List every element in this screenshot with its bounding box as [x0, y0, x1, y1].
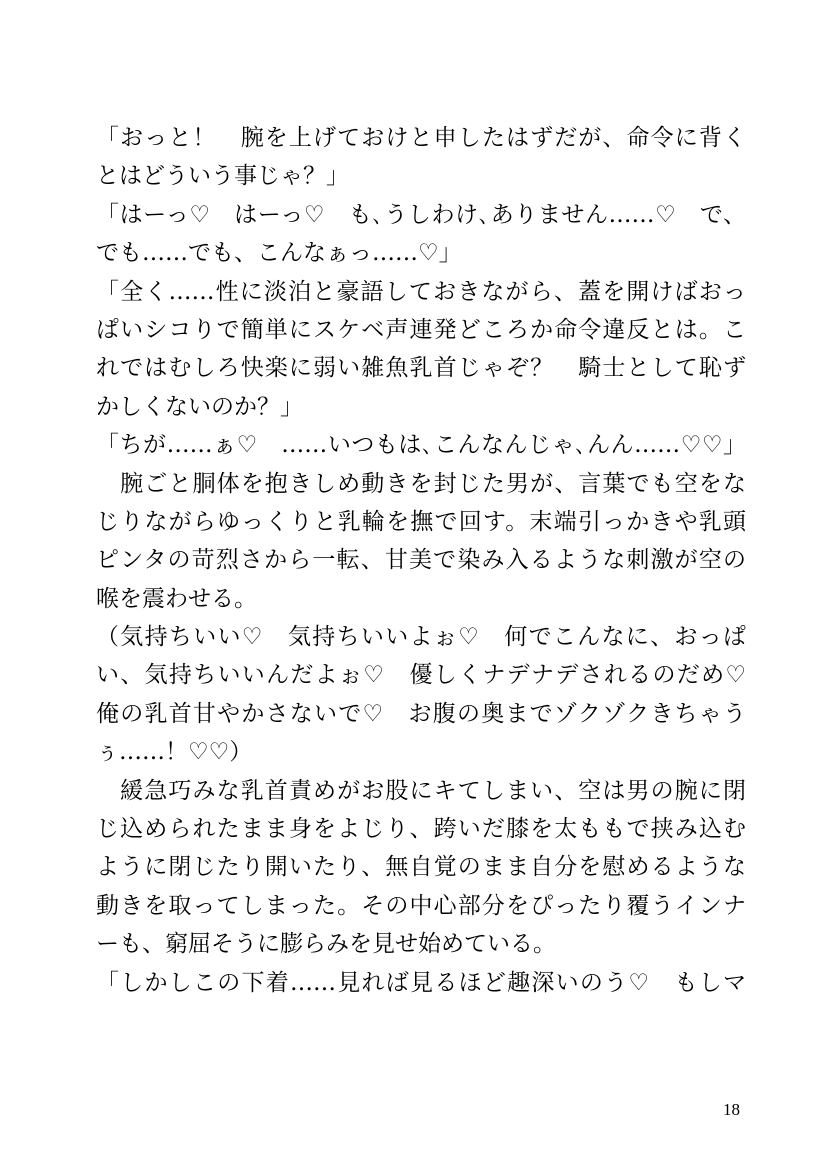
text-line: かしくないのか？」	[96, 393, 303, 420]
text-line: 「おっと！ 腕を上げておけと申したはずだが、命令に背く	[96, 125, 746, 151]
text-line: 俺の乳首甘やかさないで♡ お腹の奥までゾクゾクきちゃう	[96, 700, 746, 727]
text-line: 「しかしこの下着……見れば見るほど趣深いのう♡ もしマ	[96, 969, 746, 996]
text-line: 喉を震わせる。	[96, 585, 257, 612]
text-line: ように閉じたり開いたり、無自覚のまま自分を慰めるような	[96, 854, 746, 881]
text-line: 腕ごと胴体を抱きしめ動きを封じた男が、言葉でも空をな	[96, 470, 746, 497]
text-line: れではむしろ快楽に弱い雑魚乳首じゃぞ？ 騎士として恥ず	[96, 355, 746, 382]
text-line: ぅ……！♡♡）	[96, 739, 253, 766]
text-line: ピンタの苛烈さから一転、甘美で染み入るような刺激が空の	[96, 547, 746, 574]
text-line: （気持ちいい♡ 気持ちいいよぉ♡ 何でこんなに、おっぱ	[96, 624, 746, 651]
text-line: い、気持ちいいんだよぉ♡ 優しくナデナデされるのだめ♡	[96, 662, 746, 689]
text-line: 動きを取ってしまった。その中心部分をぴったり覆うインナ	[96, 892, 746, 919]
text-line: 「全く……性に淡泊と豪語しておきながら、蓋を開けばおっ	[96, 278, 746, 305]
text-line: 「ちが……ぁ♡ ……いつもは､こんなんじゃ､んん……♡♡」	[96, 432, 746, 459]
page-number: 18	[723, 1100, 740, 1119]
text-line: 緩急巧みな乳首責めがお股にキてしまい、空は男の腕に閉	[96, 777, 746, 804]
text-line: ーも、窮屈そうに膨らみを見せ始めている。	[96, 931, 556, 958]
text-line: ぱいシコりで簡単にスケベ声連発どころか命令違反とは。こ	[96, 316, 746, 343]
text-body	[96, 119, 746, 1002]
text-line: 「はーっ♡ はーっ♡ も､うしわけ､ありません……♡ で、	[96, 201, 746, 228]
text-line: じりながらゆっくりと乳輪を撫で回す。末端引っかきや乳頭	[96, 508, 746, 535]
text-line: とはどういう事じゃ？」	[96, 163, 349, 190]
text-line: じ込められたまま身をよじり、跨いだ膝を太ももで挟み込む	[96, 816, 746, 843]
text-line: でも……でも、こんなぁっ……♡」	[96, 240, 462, 267]
